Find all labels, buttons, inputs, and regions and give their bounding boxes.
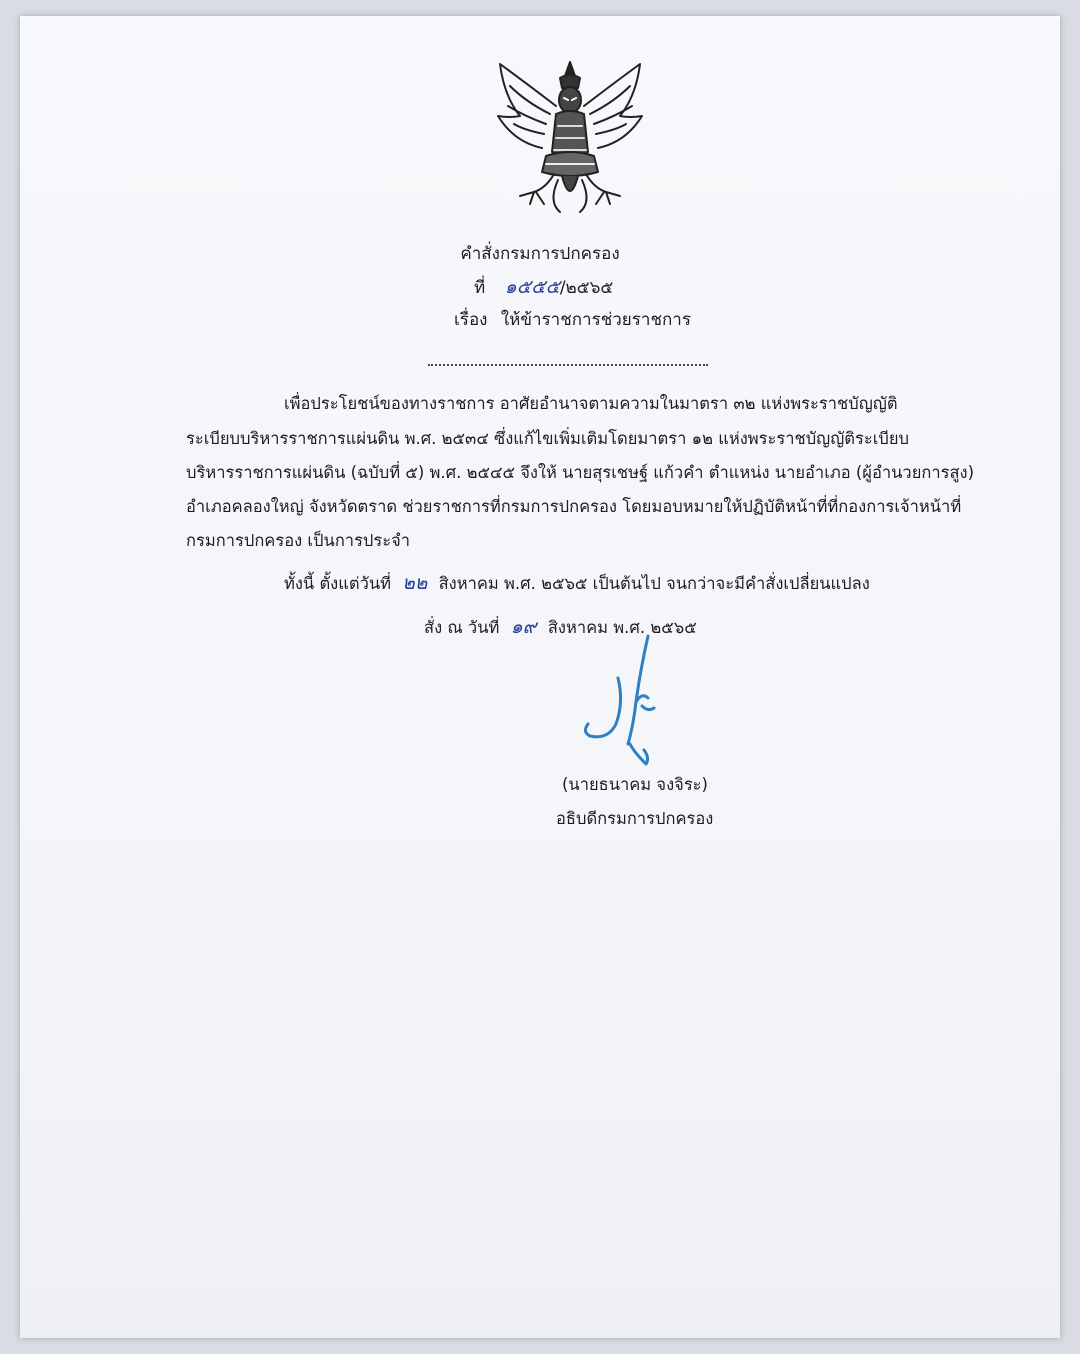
body-paragraph-line: ระเบียบบริหารราชการแผ่นดิน พ.ศ. ๒๕๓๔ ซึ่งแก้ไขเพิ่มเติมโดยมาตรา ๑๒ แห่งพระราชบัญญัติระเบียบ: [186, 429, 909, 448]
order-title: คำสั่งกรมการปกครอง: [460, 244, 620, 264]
subject-text: ให้ข้าราชการช่วยราชการ: [500, 310, 691, 330]
separator-dotted-line: [428, 364, 708, 366]
body-paragraph-line: บริหารราชการแผ่นดิน (ฉบับที่ ๕) พ.ศ. ๒๕๔๕ จึงให้ นายสุรเชษฐ์ แก้วคำ ตำแหน่ง นายอำเภอ (ผู้อำนวยการสูง): [186, 463, 975, 482]
garuda-emblem-icon: [490, 56, 650, 216]
order-number-handwritten: ๑๕๕๕: [504, 276, 560, 298]
order-date-prefix: สั่ง ณ วันที่: [424, 618, 500, 637]
effective-date-suffix: สิงหาคม พ.ศ. ๒๕๖๕ เป็นต้นไป จนกว่าจะมีคำสั่งเปลี่ยนแปลง: [438, 574, 870, 593]
order-number-suffix: /๒๕๖๕: [559, 278, 614, 298]
order-date-suffix: สิงหาคม พ.ศ. ๒๕๖๕: [547, 618, 697, 637]
subject-line: [454, 306, 691, 333]
effective-day-handwritten: ๒๒: [402, 572, 428, 594]
signatory-position: อธิบดีกรมการปกครอง: [556, 809, 714, 828]
signatory-name: (นายธนาคม จงจิระ): [562, 775, 708, 794]
effective-date-prefix: ทั้งนี้ ตั้งแต่วันที่: [284, 574, 392, 593]
order-number-line: [474, 272, 613, 302]
order-number-prefix: ที่: [474, 278, 486, 298]
body-paragraph-line: กรมการปกครอง เป็นการประจำ: [186, 531, 411, 550]
effective-date-line: [284, 568, 870, 598]
body-paragraph-line: อำเภอคลองใหญ่ จังหวัดตราด ช่วยราชการที่กรมการปกครอง โดยมอบหมายให้ปฏิบัติหน้าที่ที่กองการเจ้าหน้าที่: [186, 497, 962, 516]
body-paragraph-line: เพื่อประโยชน์ของทางราชการ อาศัยอำนาจตามความในมาตรา ๓๒ แห่งพระราชบัญญัติ: [284, 394, 898, 413]
subject-label: เรื่อง: [454, 310, 488, 330]
order-day-handwritten: ๑๙: [510, 616, 537, 638]
handwritten-signature: [578, 632, 688, 772]
